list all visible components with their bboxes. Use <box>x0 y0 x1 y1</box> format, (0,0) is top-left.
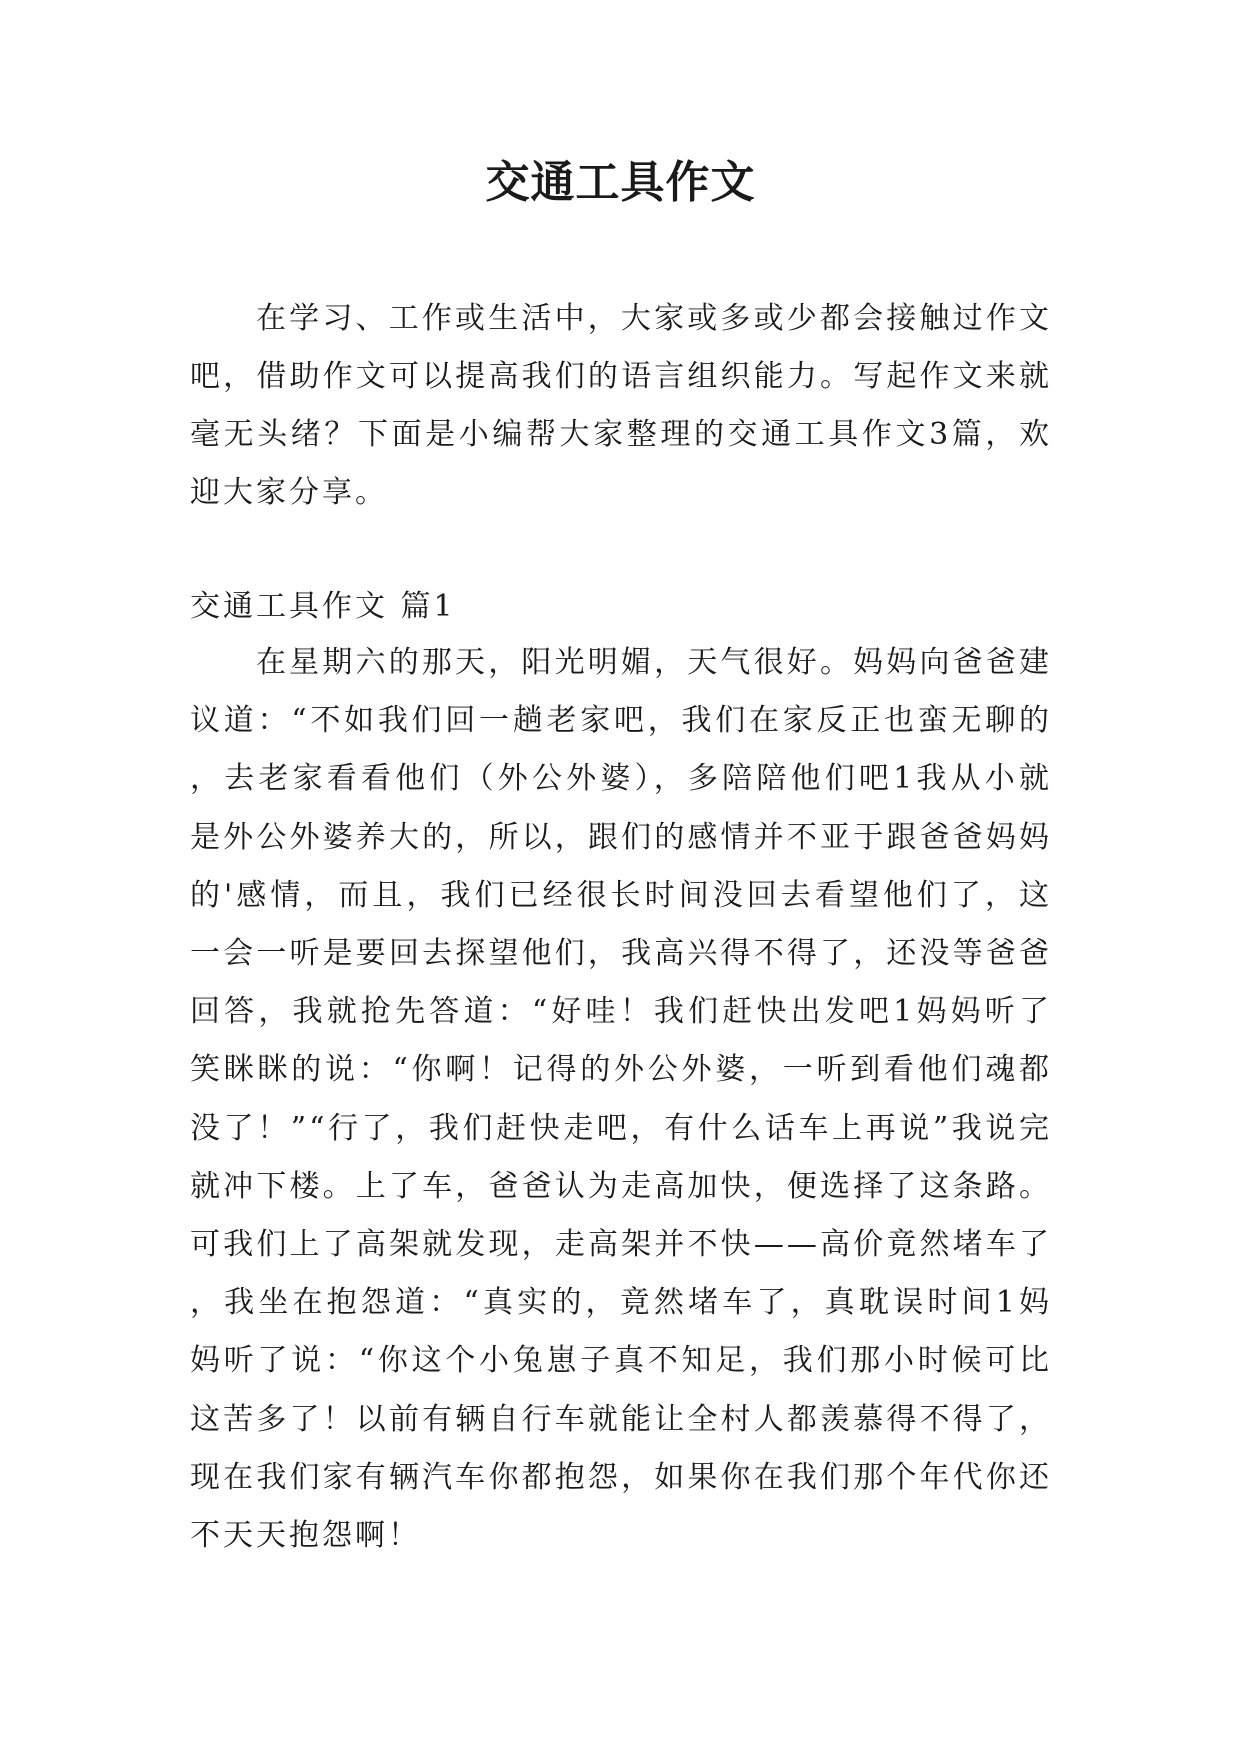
intro-paragraph: 在学习、工作或生活中，大家或多或少都会接触过作文吧，借助作文可以提高我们的语言组织能力。写起作文来就毫无头绪？下面是小编帮大家整理的交通工具作文3篇，欢迎大家分享。 <box>190 301 1052 510</box>
document-title: 交通工具作文 <box>485 157 756 208</box>
section-heading: 交通工具作文 篇1 <box>190 589 456 624</box>
section-body-paragraph: 在星期六的那天，阳光明媚，天气很好。妈妈向爸爸建议道：“不如我们回一趟老家吧，我们在家反正也蛮无聊的，去老家看看他们（外公外婆），多陪陪他们吧1我从小就是外公外婆养大的，所以，跟们的感情并不亚于跟爸爸妈妈的'感情，而且，我们已经很长时间没回去看望他们了，这一会一听是要回去探望他们，我高兴得不得了，还没等爸爸回答，我就抢先答道：“好哇！我们赶快出发吧1妈妈听了笑眯眯的说：“你啊！记得的外公外婆，一听到看他们魂都没了！”“行了，我们赶快走吧，有什么话车上再说”我说完就冲下楼。上了车，爸爸认为走高加快，便选择了这条路。可我们上了高架就发现，走高架并不快——高价竟然堵车了，我坐在抱怨道：“真实的，竟然堵车了，真耽误时间1妈妈听了说：“你这个小兔崽子真不知足，我们那小时候可比这苦多了！以前有辆自行车就能让全村人都羡慕得不得了，现在我们家有辆汽车你都抱怨，如果你在我们那个年代你还不天天抱怨啊！ <box>190 645 1052 1554</box>
